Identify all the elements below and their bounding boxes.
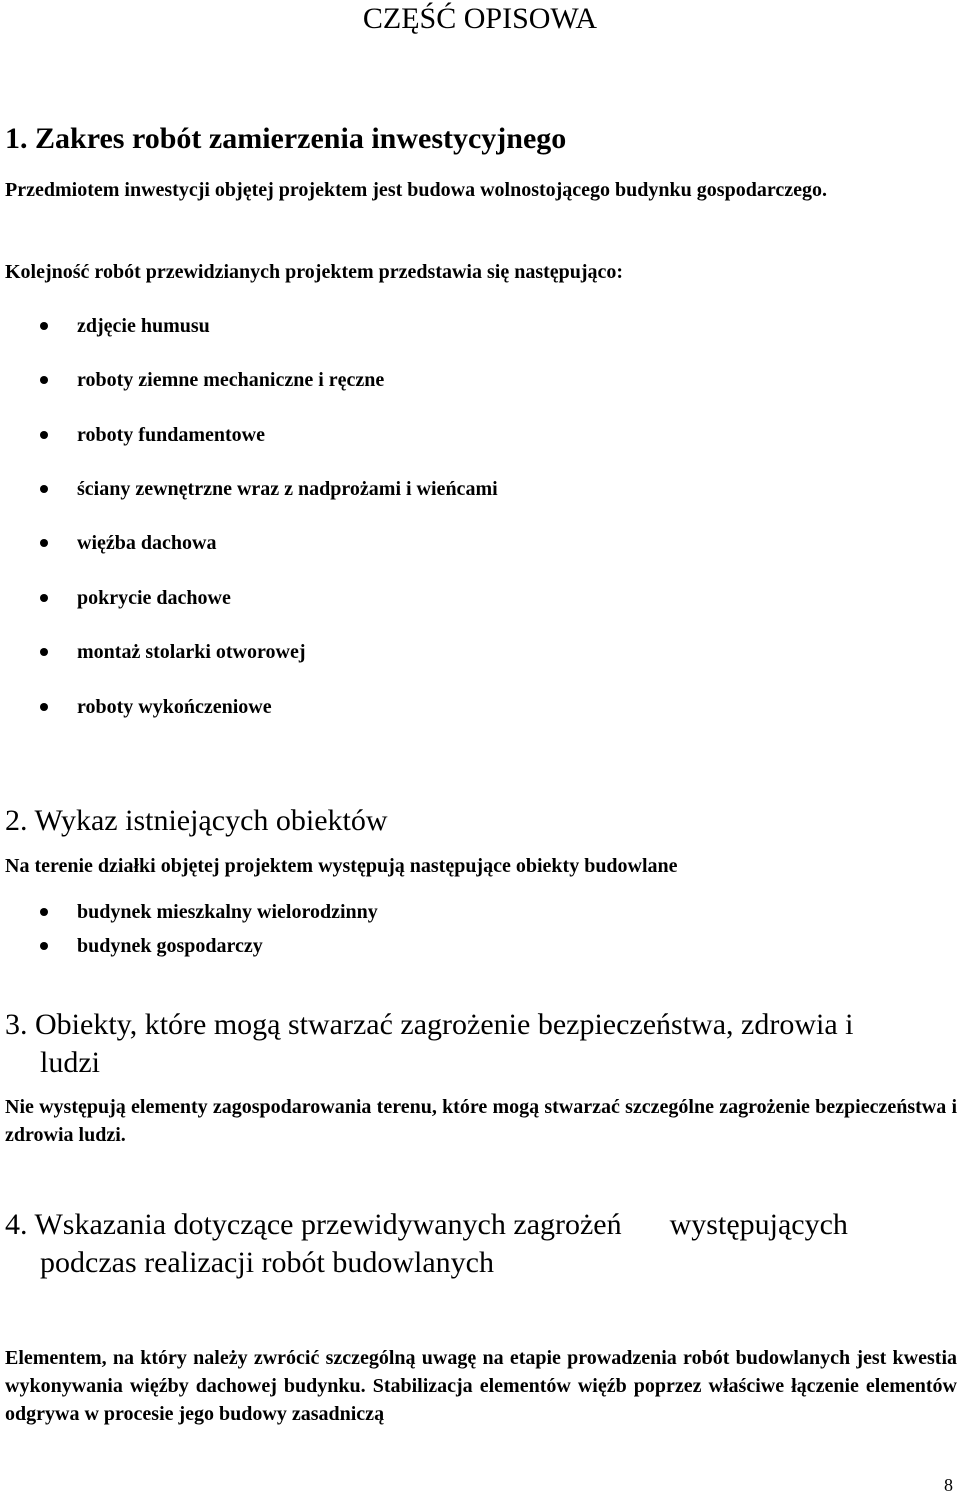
section-4-heading-line-2: podczas realizacji robót budowlanych [40, 1246, 494, 1279]
list-item-text: roboty wykończeniowe [77, 696, 272, 718]
bullet-icon [40, 431, 48, 439]
page-title: CZĘŚĆ OPISOWA [362, 2, 598, 35]
bullet-icon [40, 322, 48, 330]
section-1-paragraph-investment: Przedmiotem inwestycji objętej projektem jest budowa wolnostojącego budynku gospodarczego. [5, 179, 827, 201]
section-1-heading: 1. Zakres robót zamierzenia inwestycyjnego [5, 122, 567, 155]
bullet-icon [40, 376, 48, 384]
list-item-text: ściany zewnętrzne wraz z nadprożami i wieńcami [77, 478, 498, 500]
section-3-heading-line-1: 3. Obiekty, które mogą stwarzać zagrożenie bezpieczeństwa, zdrowia i [5, 1008, 854, 1041]
section-3-heading-line-2: ludzi [40, 1046, 100, 1079]
page-number: 8 [944, 1475, 953, 1495]
section-1-paragraph-sequence: Kolejność robót przewidzianych projektem przedstawia się następująco: [5, 261, 624, 283]
bullet-icon [40, 942, 48, 950]
list-item-text: montaż stolarki otworowej [77, 641, 306, 663]
section-4-heading-part-2: występujących [669, 1208, 848, 1241]
section-2-paragraph: Na terenie działki objętej projektem występują następujące obiekty budowlane [5, 855, 678, 877]
bullet-icon [40, 594, 48, 602]
list-item-text: budynek mieszkalny wielorodzinny [77, 901, 378, 923]
bullet-icon [40, 539, 48, 547]
list-item-text: zdjęcie humusu [77, 315, 210, 337]
bullet-icon [40, 648, 48, 656]
list-item-text: pokrycie dachowe [77, 587, 231, 609]
bullet-icon [40, 703, 48, 711]
section-4-heading-line-1 [5, 1206, 848, 1244]
section-2-heading: 2. Wykaz istniejących obiektów [5, 804, 388, 837]
list-item-text: więźba dachowa [77, 532, 217, 554]
list-item-text: roboty fundamentowe [77, 424, 265, 446]
section-4-paragraph: Elementem, na który należy zwrócić szczególną uwagę na etapie prowadzenia robót budowlanych jest kwestia wykonywania więźby dachowej budynku. Stabilizacja elementów więźb poprzez właściwe łączenie elementów odgrywa w procesie jego budowy zasadniczą [5, 1347, 957, 1425]
bullet-icon [40, 908, 48, 916]
bullet-icon [40, 485, 48, 493]
section-3-paragraph: Nie występują elementy zagospodarowania terenu, które mogą stwarzać szczególne zagrożenie bezpieczeństwa i zdrowia ludzi. [5, 1096, 957, 1146]
list-item-text: budynek gospodarczy [77, 935, 263, 957]
list-item-text: roboty ziemne mechaniczne i ręczne [77, 369, 385, 391]
section-4-heading-part-1: 4. Wskazania dotyczące przewidywanych zagrożeń [5, 1208, 622, 1241]
